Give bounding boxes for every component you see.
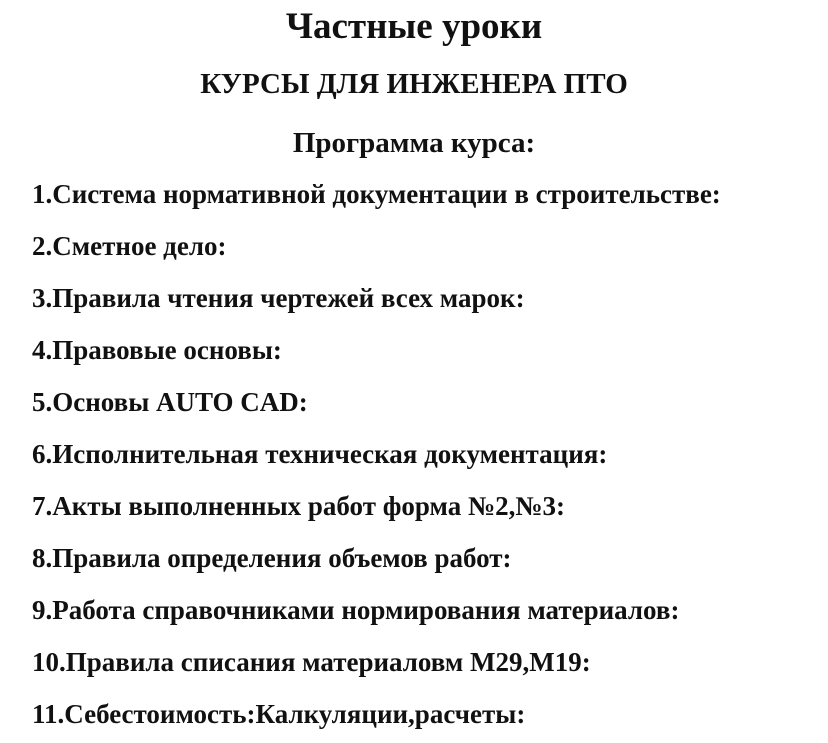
program-heading: Программа курса: — [292, 127, 536, 159]
program-item-1: 1.Система нормативной документации в строительстве: — [32, 179, 721, 209]
program-item-4: 4.Правовые основы: — [32, 335, 282, 365]
program-item-7: 7.Акты выполненных работ форма №2,№3: — [32, 491, 565, 521]
program-item-10: 10.Правила списания материаловм М29,М19: — [32, 647, 591, 677]
program-item-9: 9.Работа справочниками нормирования материалов: — [32, 595, 680, 625]
course-subtitle: КУРСЫ ДЛЯ ИНЖЕНЕРА ПТО — [200, 68, 628, 100]
program-item-5: 5.Основы AUTO CAD: — [32, 387, 308, 417]
page-title: Частные уроки — [285, 6, 543, 47]
program-item-6: 6.Исполнительная техническая документация: — [32, 439, 608, 469]
program-item-11: 11.Себестоимость:Калкуляции,расчеты: — [32, 699, 526, 729]
program-item-2: 2.Сметное дело: — [32, 231, 227, 261]
program-item-3: 3.Правила чтения чертежей всех марок: — [32, 283, 525, 313]
program-item-8: 8.Правила определения объемов работ: — [32, 543, 512, 573]
